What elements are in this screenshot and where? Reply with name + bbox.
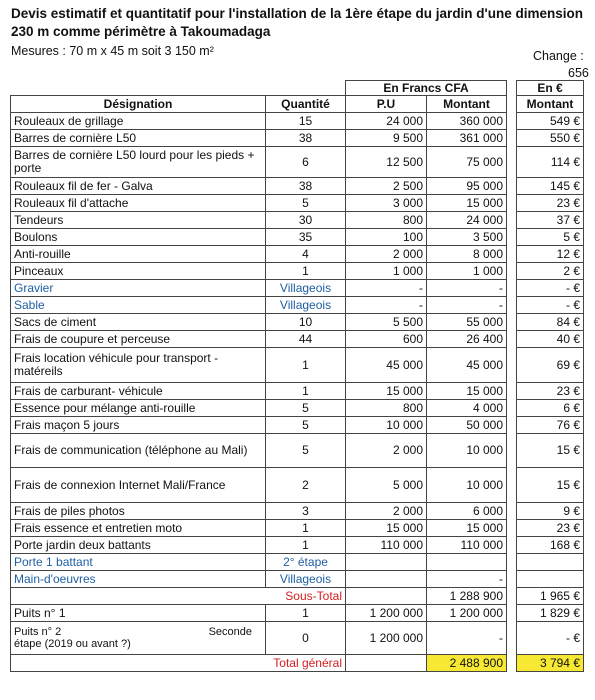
- table-row: [11, 212, 507, 229]
- header-pu: P.U: [346, 96, 427, 113]
- table-row: [517, 297, 584, 314]
- quantity-cell: 1: [266, 383, 346, 400]
- amount-eur-cell: 6 €: [517, 400, 584, 417]
- table-row: [517, 263, 584, 280]
- amount-eur-cell: - €: [517, 297, 584, 314]
- table-row: [517, 331, 584, 348]
- amount-cell: 360 000: [427, 113, 507, 130]
- table-row: [517, 195, 584, 212]
- designation-cell: Gravier: [11, 280, 266, 297]
- designation-cell: Pinceaux: [11, 263, 266, 280]
- quantity-cell: 2: [266, 468, 346, 503]
- designation-text: Puits n° 2: [14, 626, 62, 638]
- quantity-cell: 5: [266, 417, 346, 434]
- unit-price-cell: 110 000: [346, 537, 427, 554]
- amount-cell: 10 000: [427, 434, 507, 468]
- table-row: [11, 297, 507, 314]
- table-row: [517, 588, 584, 605]
- unit-price-cell: -: [346, 297, 427, 314]
- amount-cell: 15 000: [427, 195, 507, 212]
- title-line-2: 230 m comme périmètre à Takoumadaga: [11, 24, 271, 39]
- unit-price-cell: 10 000: [346, 417, 427, 434]
- amount-cell: -: [427, 297, 507, 314]
- designation-cell: Porte 1 battant: [11, 554, 266, 571]
- amount-cell: 55 000: [427, 314, 507, 331]
- table-row: [11, 554, 507, 571]
- quantity-cell: 1: [266, 537, 346, 554]
- unit-price-cell: 1 200 000: [346, 605, 427, 622]
- table-row: [11, 113, 507, 130]
- table-row: [517, 178, 584, 195]
- quantity-cell: 1: [266, 348, 346, 383]
- quantity-cell: Villageois: [266, 280, 346, 297]
- change-rate: 656: [568, 66, 589, 80]
- unit-price-cell: 15 000: [346, 383, 427, 400]
- amount-cell: 45 000: [427, 348, 507, 383]
- amount-cell: 4 000: [427, 400, 507, 417]
- unit-price-cell: 24 000: [346, 113, 427, 130]
- total-amount-eur: 3 794 €: [517, 655, 584, 672]
- designation-note: Seconde: [208, 626, 252, 638]
- unit-price-cell: 5 500: [346, 314, 427, 331]
- table-row: [517, 434, 584, 468]
- amount-eur-cell: 145 €: [517, 178, 584, 195]
- amount-eur-cell: 76 €: [517, 417, 584, 434]
- unit-price-cell: 800: [346, 400, 427, 417]
- header-montant: Montant: [427, 96, 507, 113]
- quantity-cell: 6: [266, 147, 346, 178]
- table-row: [517, 147, 584, 178]
- amount-eur-cell: 23 €: [517, 195, 584, 212]
- table-row: [11, 622, 507, 655]
- table-row: [11, 178, 507, 195]
- group-header-cfa: En Francs CFA: [346, 81, 507, 96]
- designation-cell: Sable: [11, 297, 266, 314]
- designation-cell: Frais de connexion Internet Mali/France: [11, 468, 266, 503]
- quantity-cell: 2° étape: [266, 554, 346, 571]
- table-row: [517, 554, 584, 571]
- amount-eur-cell: 2 €: [517, 263, 584, 280]
- quantity-cell: 10: [266, 314, 346, 331]
- empty-header-cell: [11, 81, 346, 96]
- designation-cell: Tendeurs: [11, 212, 266, 229]
- empty-cell: [346, 588, 427, 605]
- unit-price-cell: 3 000: [346, 195, 427, 212]
- designation-cell: Rouleaux de grillage: [11, 113, 266, 130]
- table-row: [11, 655, 507, 672]
- designation-cell: Barres de cornière L50 lourd pour les pieds + porte: [11, 147, 266, 178]
- designation-cell: [11, 622, 266, 655]
- designation-cell: Frais de piles photos: [11, 503, 266, 520]
- total-label: Total général: [11, 655, 346, 672]
- amount-cell: 26 400: [427, 331, 507, 348]
- amount-cell: 95 000: [427, 178, 507, 195]
- unit-price-cell: 1 200 000: [346, 622, 427, 655]
- table-row: [517, 655, 584, 672]
- designation-cell: Rouleaux fil de fer - Galva: [11, 178, 266, 195]
- table-row: [517, 468, 584, 503]
- table-row: [517, 537, 584, 554]
- subtotal-label: Sous-Total: [11, 588, 346, 605]
- unit-price-cell: 1 000: [346, 263, 427, 280]
- table-row: [517, 348, 584, 383]
- quantity-cell: 0: [266, 622, 346, 655]
- unit-price-cell: [346, 554, 427, 571]
- amount-eur-cell: 69 €: [517, 348, 584, 383]
- table-row: [517, 130, 584, 147]
- quantity-cell: 15: [266, 113, 346, 130]
- designation-cell: Boulons: [11, 229, 266, 246]
- table-row: [11, 280, 507, 297]
- table-row: [11, 503, 507, 520]
- table-row: [11, 331, 507, 348]
- table-row: [11, 383, 507, 400]
- amount-eur-cell: 40 €: [517, 331, 584, 348]
- header-montant-eur: Montant: [517, 96, 584, 113]
- table-row: [11, 571, 507, 588]
- amount-eur-cell: 9 €: [517, 503, 584, 520]
- designation-cell: Barres de cornière L50: [11, 130, 266, 147]
- header-designation: Désignation: [11, 96, 266, 113]
- table-row: [517, 417, 584, 434]
- amount-eur-cell: 23 €: [517, 383, 584, 400]
- unit-price-cell: [346, 571, 427, 588]
- unit-price-cell: 600: [346, 331, 427, 348]
- measures-text: Mesures : 70 m x 45 m soit 3 150 m²: [11, 44, 214, 58]
- quantity-cell: 5: [266, 195, 346, 212]
- quantity-cell: 4: [266, 246, 346, 263]
- quantity-cell: 5: [266, 400, 346, 417]
- amount-cell: 361 000: [427, 130, 507, 147]
- amount-cell: -: [427, 280, 507, 297]
- amount-eur-cell: 23 €: [517, 520, 584, 537]
- amount-eur-cell: [517, 554, 584, 571]
- table-row: [517, 520, 584, 537]
- designation-cell: Anti-rouille: [11, 246, 266, 263]
- unit-price-cell: 9 500: [346, 130, 427, 147]
- amount-eur-cell: 37 €: [517, 212, 584, 229]
- amount-cell: 1 000: [427, 263, 507, 280]
- amount-cell: 8 000: [427, 246, 507, 263]
- amount-cell: 15 000: [427, 383, 507, 400]
- amount-eur-cell: 549 €: [517, 113, 584, 130]
- amount-cell: 24 000: [427, 212, 507, 229]
- table-row: [517, 605, 584, 622]
- quantity-cell: 3: [266, 503, 346, 520]
- table-row: [11, 246, 507, 263]
- table-row: [11, 434, 507, 468]
- quantity-cell: 38: [266, 178, 346, 195]
- table-row: [11, 588, 507, 605]
- table-row: [517, 229, 584, 246]
- quantity-cell: Villageois: [266, 571, 346, 588]
- unit-price-cell: 2 000: [346, 434, 427, 468]
- subtotal-amount: 1 288 900: [427, 588, 507, 605]
- designation-cell: Sacs de ciment: [11, 314, 266, 331]
- amount-eur-cell: 1 829 €: [517, 605, 584, 622]
- designation-cell: Frais essence et entretien moto: [11, 520, 266, 537]
- amount-cell: -: [427, 571, 507, 588]
- amount-eur-cell: 15 €: [517, 468, 584, 503]
- table-row: [517, 246, 584, 263]
- table-row: [11, 314, 507, 331]
- table-row: [11, 520, 507, 537]
- amount-cell: 3 500: [427, 229, 507, 246]
- designation-cell: Rouleaux fil d'attache: [11, 195, 266, 212]
- table-row: [517, 503, 584, 520]
- amount-cell: 1 200 000: [427, 605, 507, 622]
- amount-eur-cell: - €: [517, 280, 584, 297]
- amount-eur-cell: 550 €: [517, 130, 584, 147]
- amount-cell: 15 000: [427, 520, 507, 537]
- table-row: [517, 280, 584, 297]
- unit-price-cell: 2 000: [346, 246, 427, 263]
- amount-cell: 75 000: [427, 147, 507, 178]
- quantity-cell: Villageois: [266, 297, 346, 314]
- amount-cell: [427, 554, 507, 571]
- quantity-cell: 38: [266, 130, 346, 147]
- amount-eur-cell: - €: [517, 622, 584, 655]
- table-row: [517, 383, 584, 400]
- designation-cell: Frais de coupure et perceuse: [11, 331, 266, 348]
- table-row: [11, 605, 507, 622]
- designation-cell: Frais de carburant- véhicule: [11, 383, 266, 400]
- designation-cell: Essence pour mélange anti-rouille: [11, 400, 266, 417]
- unit-price-cell: 100: [346, 229, 427, 246]
- unit-price-cell: 800: [346, 212, 427, 229]
- unit-price-cell: 15 000: [346, 520, 427, 537]
- table-row: [11, 147, 507, 178]
- amount-cell: 110 000: [427, 537, 507, 554]
- quantity-cell: 5: [266, 434, 346, 468]
- unit-price-cell: 12 500: [346, 147, 427, 178]
- table-row: [11, 348, 507, 383]
- amount-eur-cell: 84 €: [517, 314, 584, 331]
- quantity-cell: 30: [266, 212, 346, 229]
- unit-price-cell: 2 000: [346, 503, 427, 520]
- table-row: [517, 212, 584, 229]
- group-header-eur: En €: [517, 81, 584, 96]
- amount-eur-cell: 168 €: [517, 537, 584, 554]
- quantity-cell: 1: [266, 263, 346, 280]
- amount-eur-cell: 114 €: [517, 147, 584, 178]
- unit-price-cell: 45 000: [346, 348, 427, 383]
- amount-cell: -: [427, 622, 507, 655]
- quantity-cell: 1: [266, 605, 346, 622]
- amount-cell: 10 000: [427, 468, 507, 503]
- table-row: [11, 417, 507, 434]
- quantity-cell: 35: [266, 229, 346, 246]
- amount-eur-cell: 5 €: [517, 229, 584, 246]
- amount-eur-cell: 15 €: [517, 434, 584, 468]
- total-amount: 2 488 900: [427, 655, 507, 672]
- designation-cell: Porte jardin deux battants: [11, 537, 266, 554]
- empty-cell: [346, 655, 427, 672]
- table-row: [517, 571, 584, 588]
- change-label: Change :: [533, 49, 584, 63]
- amount-eur-cell: [517, 571, 584, 588]
- table-row: [11, 229, 507, 246]
- subtotal-amount-eur: 1 965 €: [517, 588, 584, 605]
- designation-cell: Main-d'oeuvres: [11, 571, 266, 588]
- unit-price-cell: 2 500: [346, 178, 427, 195]
- table-row: [517, 400, 584, 417]
- designation-cell: Frais maçon 5 jours: [11, 417, 266, 434]
- amount-cell: 6 000: [427, 503, 507, 520]
- amount-eur-cell: 12 €: [517, 246, 584, 263]
- unit-price-cell: -: [346, 280, 427, 297]
- quantity-cell: 44: [266, 331, 346, 348]
- quote-table-eur: [516, 80, 584, 672]
- table-row: [11, 400, 507, 417]
- table-row: [11, 468, 507, 503]
- table-row: [11, 537, 507, 554]
- designation-cell: Puits n° 1: [11, 605, 266, 622]
- table-row: [11, 195, 507, 212]
- table-row: [517, 113, 584, 130]
- quote-table-cfa: [10, 80, 507, 672]
- unit-price-cell: 5 000: [346, 468, 427, 503]
- header-quantite: Quantité: [266, 96, 346, 113]
- quantity-cell: 1: [266, 520, 346, 537]
- table-row: [517, 622, 584, 655]
- amount-cell: 50 000: [427, 417, 507, 434]
- designation-cell: Frais location véhicule pour transport - matéreils: [11, 348, 266, 383]
- table-row: [11, 130, 507, 147]
- table-row: [517, 314, 584, 331]
- designation-note-2: étape (2019 ou avant ?): [14, 638, 131, 650]
- table-row: [11, 263, 507, 280]
- designation-cell: Frais de communication (téléphone au Mali): [11, 434, 266, 468]
- title-line-1: Devis estimatif et quantitatif pour l'installation de la 1ère étape du jardin d'une dimension: [11, 6, 584, 21]
